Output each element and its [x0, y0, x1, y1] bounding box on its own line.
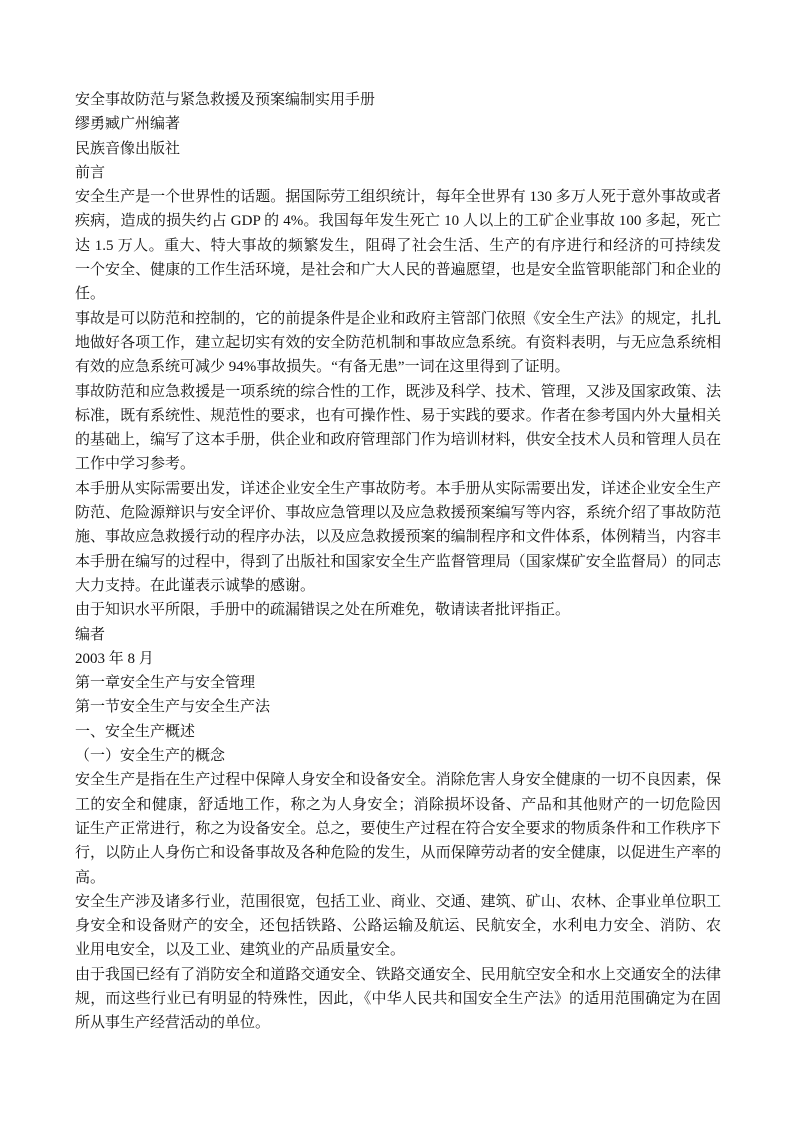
paragraph-line: 有效的应急系统可减少 94%事故损失。“有备无患”一词在这里得到了证明。 — [75, 359, 570, 376]
paragraph-line: 工作中学习参考。 — [75, 456, 196, 473]
paragraph-line: 的基础上，编写了这本手册，供企业和政府管理部门作为培训材料，供安全技术人员和管理人员在 — [75, 432, 721, 449]
paragraph-line: 由于我国已经有了消防安全和道路交通安全、铁路交通安全、民用航空安全和水上交通安全的法律 — [75, 966, 721, 983]
paragraph-line: 行，以防止人身伤亡和设备事故及各种危险的发生，从而保障劳动者的安全健康，以促进生产率的 — [75, 845, 721, 862]
paragraph-line: 业用电安全，以及工业、建筑业的产品质量安全。 — [75, 942, 406, 959]
paragraph-line: 安全生产是指在生产过程中保障人身安全和设备安全。消除危害人身安全健康的一切不良因素，保 — [75, 772, 721, 789]
paragraph-line: 达 1.5 万人。重大、特大事故的频繁发生，阻碍了社会生活、生产的有序进行和经济的可持续发 — [75, 237, 721, 254]
paragraph-line: 本手册从实际需要出发，详述企业安全生产事故防考。本手册从实际需要出发，详述企业安全生产 — [75, 480, 721, 497]
paragraph-line: 身安全和设备财产的安全，还包括铁路、公路运输及航运、民航安全，水利电力安全、消防、农 — [75, 918, 721, 935]
paragraph-line: 证生产正常进行，称之为设备安全。总之，要使生产过程在符合安全要求的物质条件和工作秩序下 — [75, 820, 721, 837]
paragraph — [75, 307, 721, 380]
paragraph — [75, 185, 721, 306]
subsection-heading: 一、安全生产概述 — [75, 723, 196, 740]
section-heading: 第一节安全生产与安全生产法 — [75, 699, 271, 716]
paragraph-line: 任。 — [75, 286, 106, 303]
preface-heading: 前言 — [75, 164, 106, 181]
chapter-body — [75, 768, 721, 1035]
book-publisher: 民族音像出版社 — [75, 140, 181, 157]
paragraph — [75, 768, 721, 889]
paragraph-line: 防范、危险源辩识与安全评价、事故应急管理以及应急救援预案编写等内容，系统介绍了事故防范 — [75, 505, 721, 522]
paragraph-line: 由于知识水平所限，手册中的疏漏错误之处在所难免，敬请读者批评指正。 — [75, 602, 571, 619]
book-author: 缪勇臧广州编著 — [75, 116, 181, 133]
paragraph — [75, 963, 721, 1036]
signoff-editor: 编者 — [75, 626, 106, 643]
subsubsection-heading: （一）安全生产的概念 — [75, 748, 226, 765]
book-title: 安全事故防范与紧急救援及预案编制实用手册 — [75, 92, 376, 108]
preface-body — [75, 185, 721, 622]
paragraph-line: 地做好各项工作，建立起切实有效的安全防范机制和事故应急系统。有资料表明，与无应急系统相 — [75, 334, 721, 351]
paragraph-line: 工的安全和健康，舒适地工作，称之为人身安全；消除损坏设备、产品和其他财产的一切危险因 — [75, 796, 721, 813]
paragraph-line: 本手册在编写的过程中，得到了出版社和国家安全生产监督管理局（国家煤矿安全监督局）的同志 — [75, 553, 721, 570]
paragraph-line: 大力支持。在此谨表示诚挚的感谢。 — [75, 577, 316, 594]
paragraph-line: 所从事生产经营活动的单位。 — [75, 1015, 271, 1032]
paragraph-line: 施、事故应急救援行动的程序办法，以及应急救援预案的编制程序和文件体系，体例精当，内容丰 — [75, 529, 721, 546]
paragraph — [75, 380, 721, 477]
paragraph — [75, 890, 721, 963]
paragraph-line: 事故是可以防范和控制的，它的前提条件是企业和政府主管部门依照《安全生产法》的规定，扎扎 — [75, 310, 721, 327]
paragraph — [75, 598, 721, 622]
chapter-heading: 第一章安全生产与安全管理 — [75, 675, 256, 692]
paragraph-line: 一个安全、健康的工作生活环境，是社会和广大人民的普遍愿望，也是安全监管职能部门和企业的 — [75, 262, 721, 279]
paragraph-line: 标准，既有系统性、规范性的要求，也有可操作性、易于实践的要求。作者在参考国内外大量相关 — [75, 407, 721, 424]
paragraph-line: 高。 — [75, 869, 106, 886]
paragraph-line: 安全生产涉及诸多行业，范围很宽，包括工业、商业、交通、建筑、矿山、农林、企事业单位职工 — [75, 893, 721, 910]
document-page — [75, 88, 721, 1036]
signoff-date: 2003 年 8 月 — [75, 650, 154, 667]
paragraph-line: 事故防范和应急救援是一项系统的综合性的工作，既涉及科学、技术、管理，又涉及国家政策、法 — [75, 383, 721, 400]
paragraph — [75, 477, 721, 550]
paragraph — [75, 550, 721, 599]
paragraph-line: 疾病，造成的损失约占 GDP 的 4%。我国每年发生死亡 10 人以上的工矿企业事故 100 多起，死亡 — [75, 213, 721, 230]
paragraph-line: 安全生产是一个世界性的话题。据国际劳工组织统计，每年全世界有 130 多万人死于意外事故或者 — [75, 189, 721, 206]
paragraph-line: 规，而这些行业已有明显的特殊性，因此，《中华人民共和国安全生产法》的适用范围确定为在固 — [75, 990, 721, 1007]
